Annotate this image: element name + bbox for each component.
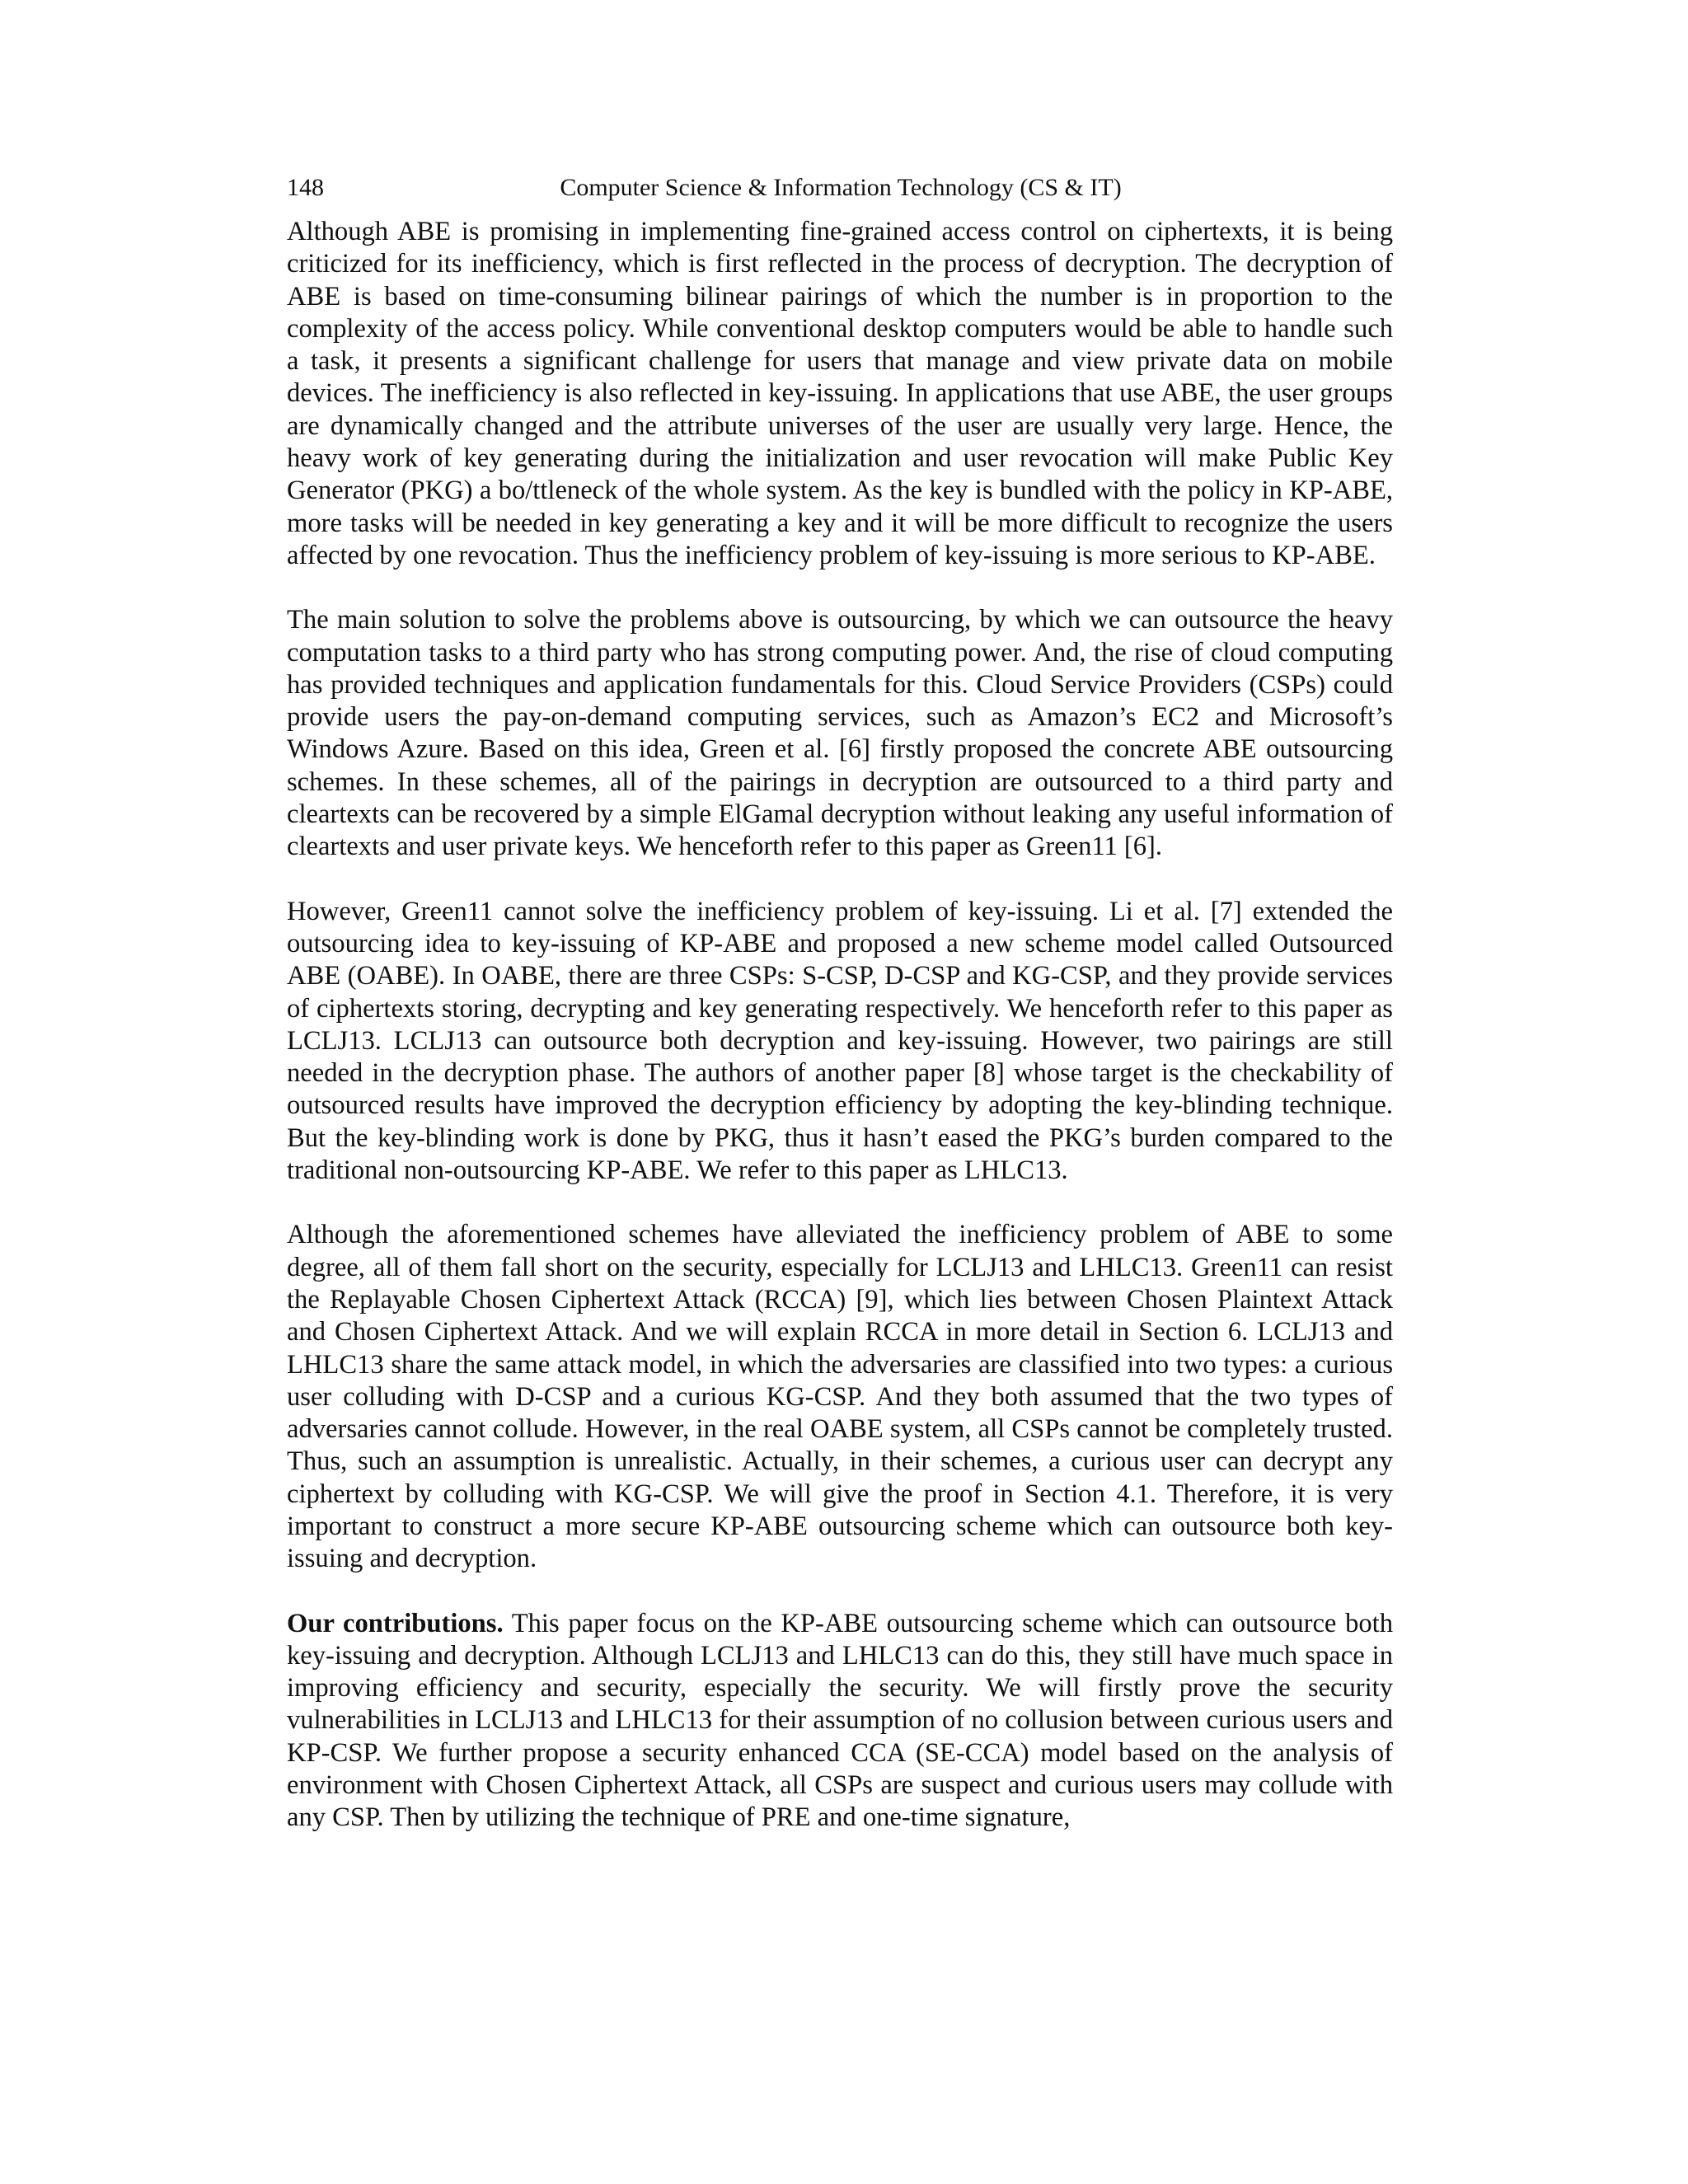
paragraph-green11-limitations: However, Green11 cannot solve the inefficiency problem of key-issuing. Li et al. [7] extended the outsourcing idea to key-issuing of KP-ABE and proposed a new scheme model called Outsourced ABE (OABE). In OABE, there are three CSPs: S-CSP, D-CSP and KG-CSP, and they provide services of ciphertexts storing, decrypting and key generating respectively. We henceforth refer to this paper as LCLJ13. LCLJ13 can outsource both decryption and key-issuing. However, two pairings are still needed in the decryption phase. The authors of another paper [8] whose target is the checkability of outsourced results have improved the decryption efficiency by adopting the key-blinding technique. But the key-blinding work is done by PKG, thus it hasn’t eased the PKG’s burden compared to the traditional non-outsourcing KP-ABE. We refer to this paper as LHLC13. <box>287 896 1393 1186</box>
page-number: 148 <box>287 174 324 201</box>
running-title: Computer Science & Information Technology (CS & IT) <box>560 174 1122 201</box>
paragraph-security-shortcomings: Although the aforementioned schemes have alleviated the inefficiency problem of ABE to some degree, all of them fall short on the security, especially for LCLJ13 and LHLC13. Green11 can resist the Replayable Chosen Ciphertext Attack (RCCA) [9], which lies between Chosen Plaintext Attack and Chosen Ciphertext Attack. And we will explain RCCA in more detail in Section 6. LCLJ13 and LHLC13 share the same attack model, in which the adversaries are classified into two types: a curious user colluding with D-CSP and a curious KG-CSP. And they both assumed that the two types of adversaries cannot collude. However, in the real OABE system, all CSPs cannot be completely trusted. Thus, such an assumption is unrealistic. Actually, in their schemes, a curious user can decrypt any ciphertext by colluding with KG-CSP. We will give the proof in Section 4.1. Therefore, it is very important to construct a more secure KP-ABE outsourcing scheme which can outsource both key-issuing and decryption. <box>287 1220 1393 1574</box>
contributions-text: This paper focus on the KP-ABE outsourcing scheme which can outsource both key-issuing and decryption. Although LCLJ13 and LHLC13 can do this, they still have much space in improving efficiency and security, especially the security. We will firstly prove the security vulnerabilities in LCLJ13 and LHLC13 for their assumption of no collusion between curious users and KP-CSP. We further propose a security enhanced CCA (SE-CCA) model based on the analysis of environment with Chosen Ciphertext Attack, all CSPs are suspect and curious users may collude with any CSP. Then by utilizing the technique of PRE and one-time signature, <box>287 1608 1393 1833</box>
paragraph-abe-inefficiency: Although ABE is promising in implementing fine-grained access control on ciphertexts, it is being criticized for its inefficiency, which is first reflected in the process of decryption. The decryption of ABE is based on time-consuming bilinear pairings of which the number is in proportion to the complexity of the access policy. While conventional desktop computers would be able to handle such a task, it presents a significant challenge for users that manage and view private data on mobile devices. The inefficiency is also reflected in key-issuing. In applications that use ABE, the user groups are dynamically changed and the attribute universes of the user are usually very large. Hence, the heavy work of key generating during the initialization and user revocation will make Public Key Generator (PKG) a bo/ttleneck of the whole system. As the key is bundled with the policy in KP-ABE, more tasks will be needed in key generating a key and it will be more difficult to recognize the users affected by one revocation. Thus the inefficiency problem of key-issuing is more serious to KP-ABE. <box>287 217 1393 570</box>
paragraph-outsourcing-solution: The main solution to solve the problems above is outsourcing, by which we can outsource the heavy computation tasks to a third party who has strong computing power. And, the rise of cloud computing has provided techniques and application fundamentals for this. Cloud Service Providers (CSPs) could provide users the pay-on-demand computing services, such as Amazon’s EC2 and Microsoft’s Windows Azure. Based on this idea, Green et al. [6] firstly proposed the concrete ABE outsourcing schemes. In these schemes, all of the pairings in decryption are outsourced to a third party and cleartexts can be recovered by a simple ElGamal decryption without leaking any useful information of cleartexts and user private keys. We henceforth refer to this paper as Green11 [6]. <box>287 605 1393 862</box>
body-text <box>287 216 1393 1835</box>
paragraph-contributions <box>287 1608 1393 1835</box>
contributions-heading: Our contributions. <box>287 1608 504 1638</box>
page-header <box>287 171 1395 204</box>
